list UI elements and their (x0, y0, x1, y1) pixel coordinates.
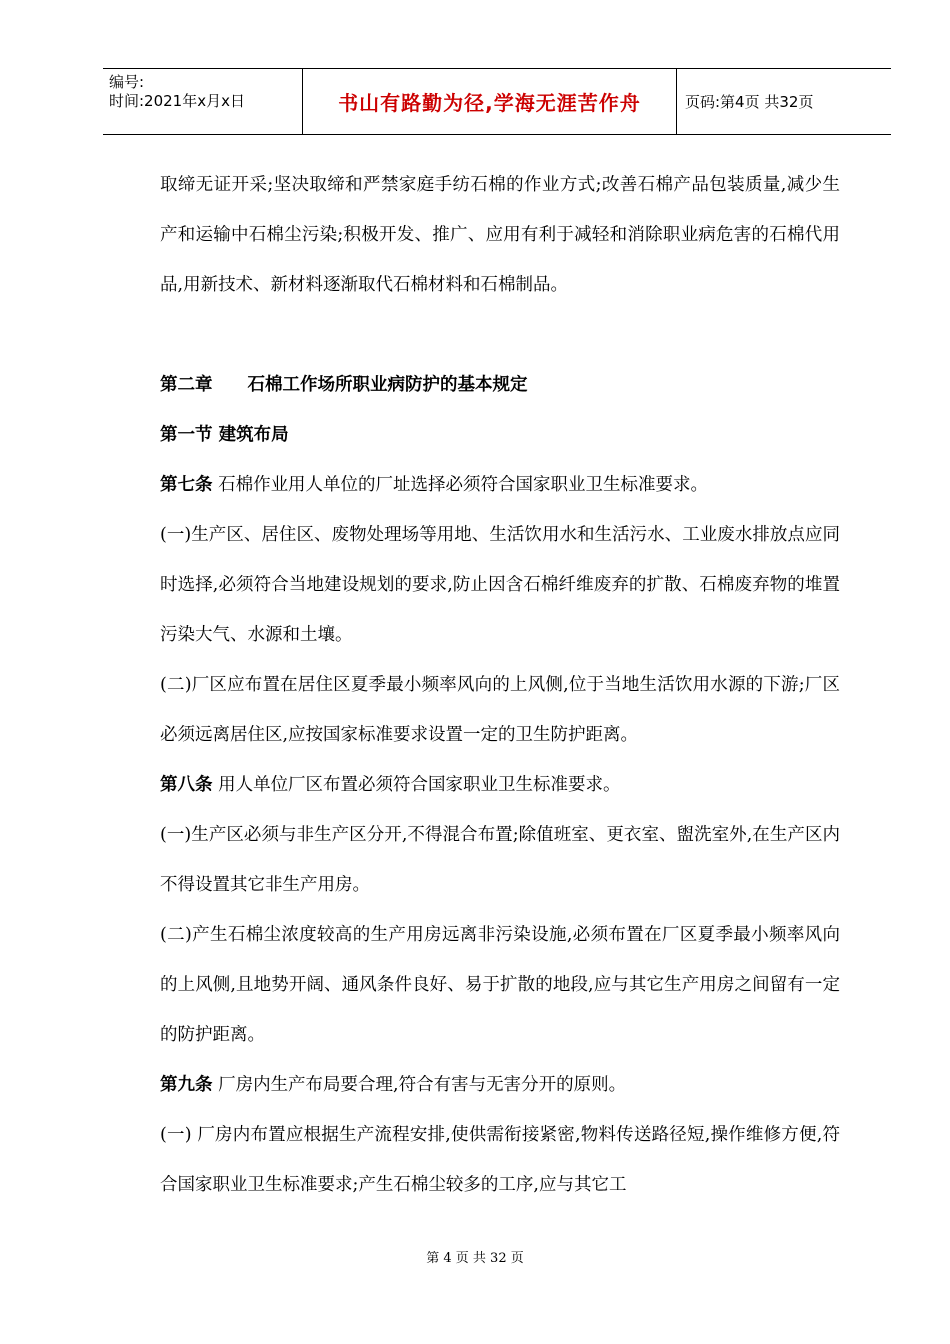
header-motto-cell (303, 69, 677, 134)
footer-page-number: 第 4 页 共 32 页 (426, 1251, 524, 1266)
section-title: 第一节 建筑布局 (160, 425, 289, 445)
header-page-cell (677, 69, 891, 134)
article-7-number: 第七条 (160, 475, 213, 495)
header-meta (103, 69, 303, 134)
serial-label: 编号: (109, 73, 145, 91)
article-8-text: 用人单位厂区布置必须符合国家职业卫生标准要求。 (212, 775, 621, 795)
page-header (103, 68, 891, 135)
article-9-item-1: (一) 厂房内布置应根据生产流程安排,使供需衔接紧密,物料传送路径短,操作维修方便,符合国家职业卫生标准要求;产生石棉尘较多的工序,应与其它工 (160, 1125, 840, 1195)
motto: 书山有路勤为径,学海无涯苦作舟 (338, 91, 641, 115)
chapter-title: 第二章 石棉工作场所职业病防护的基本规定 (160, 375, 528, 395)
article-7 (160, 460, 840, 510)
article-8 (160, 760, 840, 810)
article-8-item-1: (一)生产区必须与非生产区分开,不得混合布置;除值班室、更衣室、盥洗室外,在生产区内不得设置其它非生产用房。 (160, 825, 840, 895)
intro-paragraph: 取缔无证开采;坚决取缔和严禁家庭手纺石棉的作业方式;改善石棉产品包装质量,减少生产和运输中石棉尘污染;积极开发、推广、应用有利于减轻和消除职业病危害的石棉代用品,用新技术、新材料逐渐取代石棉材料和石棉制品。 (160, 175, 840, 295)
article-9-number: 第九条 (160, 1075, 213, 1095)
time-label: 时间:2021年x月x日 (109, 92, 245, 110)
article-7-item-2: (二)厂区应布置在居住区夏季最小频率风向的上风侧,位于当地生活饮用水源的下游;厂区必须远离居住区,应按国家标准要求设置一定的卫生防护距离。 (160, 675, 840, 745)
article-7-item-1: (一)生产区、居住区、废物处理场等用地、生活饮用水和生活污水、工业废水排放点应同时选择,必须符合当地建设规划的要求,防止因含石棉纤维废弃的扩散、石棉废弃物的堆置污染大气、水源和土壤。 (160, 525, 840, 645)
article-9 (160, 1060, 840, 1110)
document-body (160, 160, 840, 1210)
article-9-text: 厂房内生产布局要合理,符合有害与无害分开的原则。 (212, 1075, 627, 1095)
article-8-number: 第八条 (160, 775, 213, 795)
article-8-item-2: (二)产生石棉尘浓度较高的生产用房远离非污染设施,必须布置在厂区夏季最小频率风向的上风侧,且地势开阔、通风条件良好、易于扩散的地段,应与其它生产用房之间留有一定的防护距离。 (160, 925, 840, 1045)
article-7-text: 石棉作业用人单位的厂址选择必须符合国家职业卫生标准要求。 (212, 475, 709, 495)
page-label: 页码:第4页 共32页 (685, 93, 814, 111)
page-footer (0, 1247, 950, 1266)
